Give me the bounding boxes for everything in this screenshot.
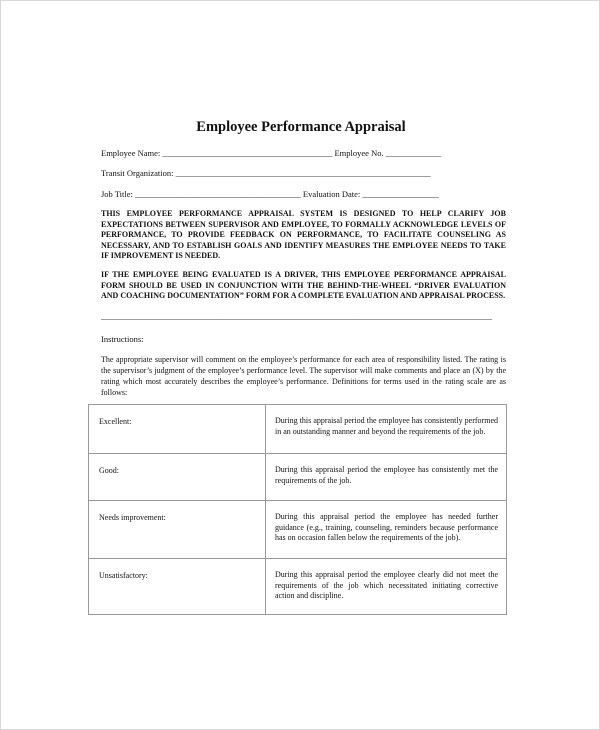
rating-definition-cell	[266, 559, 507, 615]
table-row	[89, 454, 507, 501]
rating-term-cell	[89, 501, 266, 559]
table-row	[89, 559, 507, 615]
rating-term-cell	[89, 559, 266, 615]
employee-name-field-line: Employee Name: ________________________________________ Employee No. _____________	[101, 148, 441, 158]
rating-definition-excellent: During this appraisal period the employee has consistently performed in an outstanding manner and beyond the requirements of the job.	[275, 416, 498, 436]
rating-definition-cell	[266, 501, 507, 559]
driver-notice: IF THE EMPLOYEE BEING EVALUATED IS A DRIVER, THIS EMPLOYEE PERFORMANCE APPRAISAL FORM SHOULD BE USED IN CONJUNCTION WITH THE BEHIND-THE-WHEEL “DRIVER EVALUATION AND COACHING DOCUMENTATION” FORM FOR A COMPLETE EVALUATION AND APPRAISAL PROCESS.	[101, 270, 506, 300]
document-title: Employee Performance Appraisal	[196, 119, 406, 135]
rating-definition-needs-improvement: During this appraisal period the employee has needed further guidance (e.g., training, counseling, reminders because performance has on occasion fallen below the requirements of the job).	[275, 512, 498, 542]
rating-term-needs-improvement: Needs improvement:	[99, 513, 166, 522]
rating-term-cell	[89, 454, 266, 501]
instructions-label: Instructions:	[101, 334, 144, 344]
purpose-notice: THIS EMPLOYEE PERFORMANCE APPRAISAL SYSTEM IS DESIGNED TO HELP CLARIFY JOB EXPECTATIONS BETWEEN SUPERVISOR AND EMPLOYEE, TO FORMALLY ACKNOWLEDGE LEVELS OF PERFORMANCE, TO PROVIDE FEEDBACK ON PERFORMANCE, TO FACILITATE COUNSELING AS NECESSARY, AND TO ESTABLISH GOALS AND IDENTIFY MEASURES THE EMPLOYEE NEEDS TO TAKE IF IMPROVEMENT IS NEEDED.	[101, 209, 506, 260]
rating-definition-good: During this appraisal period the employee has consistently met the requirements of the job.	[275, 465, 498, 485]
job-title-field-line: Job Title: _______________________________________ Evaluation Date: __________________	[101, 189, 439, 199]
rating-term-excellent: Excellent:	[99, 417, 132, 426]
rating-definition-cell	[266, 454, 507, 501]
rating-definition-cell	[266, 405, 507, 454]
table-row	[89, 405, 507, 454]
instructions-text: The appropriate supervisor will comment on the employee’s performance for each area of responsibility listed. The rating is the supervisor’s judgment of the employee’s performance level. The supervisor will make comments and place an (X) by the rating which most accurately describes the employee’s performance. Definitions for terms used in the rating scale are as follows:	[101, 355, 506, 397]
transit-organization-field-line: Transit Organization: ____________________________________________________________	[101, 168, 431, 178]
rating-scale-table	[88, 404, 507, 615]
rating-term-unsatisfactory: Unsatisfactory:	[99, 571, 148, 580]
separator-line: ____________________________________________________________________________________________	[101, 311, 492, 321]
rating-term-cell	[89, 405, 266, 454]
table-row	[89, 501, 507, 559]
rating-term-good: Good:	[99, 466, 119, 475]
rating-definition-unsatisfactory: During this appraisal period the employee clearly did not meet the requirements of the job which necessitated initiating corrective action and discipline.	[275, 570, 498, 600]
